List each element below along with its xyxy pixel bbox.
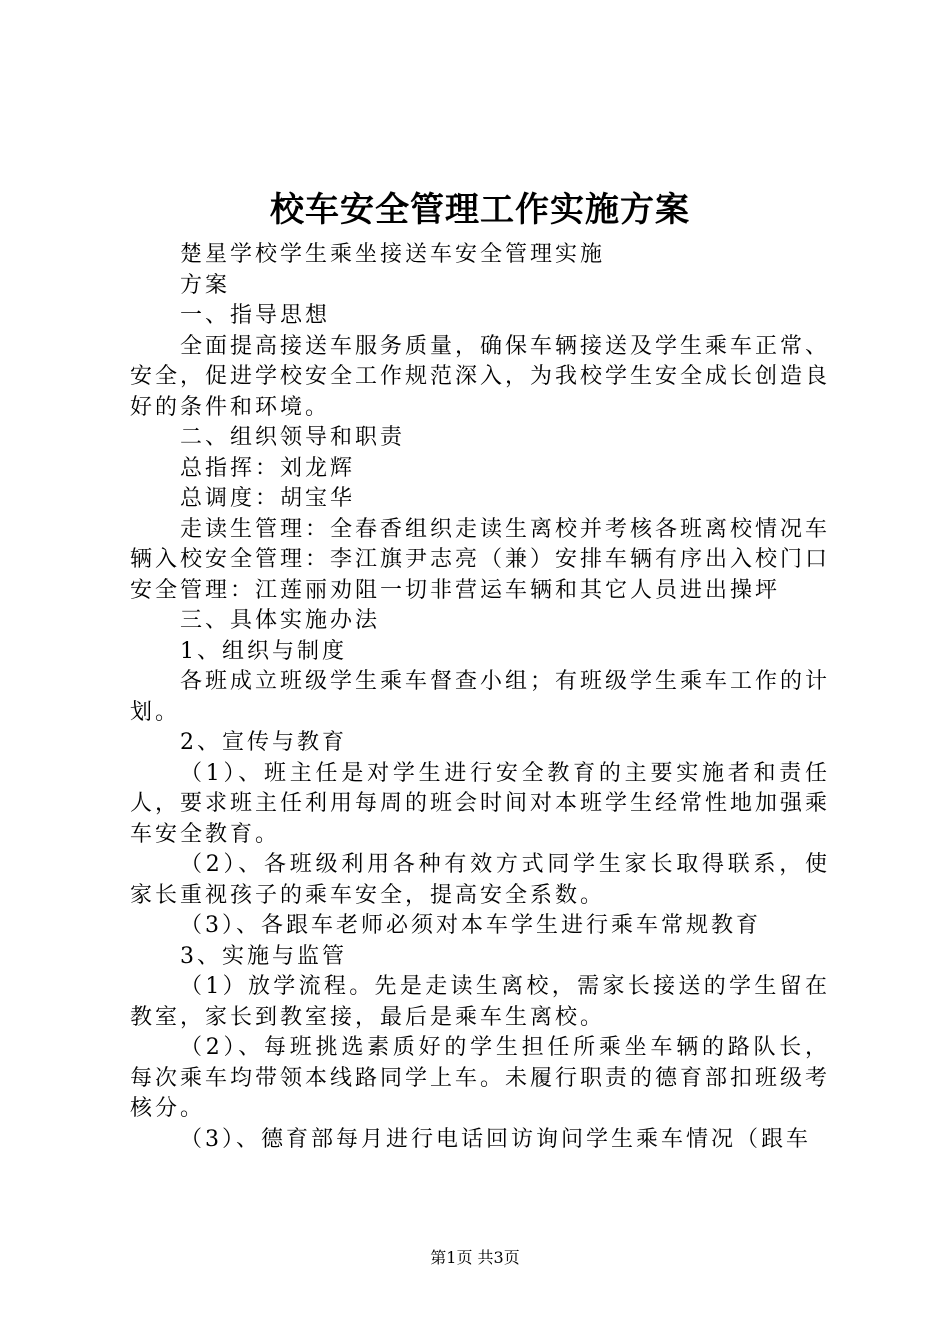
paragraph: （3）、各跟车老师必须对本车学生进行乘车常规教育 xyxy=(180,913,761,938)
paragraph: 走读生管理：全春香组织走读生离校并考核各班离校情况车辆入校安全管理：李江旗尹志亮（兼）安排车辆有序出入校门口安全管理：江莲丽劝阻一切非营运车辆和其它人员进出操坪 xyxy=(130,516,831,603)
document-page xyxy=(130,180,830,1155)
document-body xyxy=(130,240,830,1155)
sub-heading: 1、组织与制度 xyxy=(180,638,347,664)
paragraph: （2）、各班级利用各种有效方式同学生家长取得联系，使家长重视孩子的乘车安全，提高安全系数。 xyxy=(130,852,830,908)
paragraph: （2）、每班挑选素质好的学生担任所乘坐车辆的路队长，每次乘车均带领本线路同学上车。未履行职责的德育部扣班级考核分。 xyxy=(130,1035,831,1121)
paragraph: （1）、班主任是对学生进行安全教育的主要实施者和责任人，要求班主任利用每周的班会时间对本班学生经常性地加强乘车安全教育。 xyxy=(130,760,831,847)
section-heading-3: 三、具体实施办法 xyxy=(180,608,381,633)
paragraph: 总调度：胡宝华 xyxy=(180,486,356,511)
sub-heading: 2、宣传与教育 xyxy=(180,730,347,755)
paragraph: 各班成立班级学生乘车督查小组；有班级学生乘车工作的计划。 xyxy=(130,669,831,725)
section-heading-2: 二、组织领导和职责 xyxy=(180,425,406,450)
document-title: 校车安全管理工作实施方案 xyxy=(270,190,690,230)
paragraph-subtitle-1: 楚星学校学生乘坐接送车安全管理实施 xyxy=(180,242,606,267)
page-footer: 第1页 共3页 xyxy=(430,1248,520,1267)
section-heading-1: 一、指导思想 xyxy=(180,303,331,328)
paragraph: （1）放学流程。先是走读生离校，需家长接送的学生留在教室，家长到教室接，最后是乘车生离校。 xyxy=(130,974,830,1030)
paragraph-subtitle-2: 方案 xyxy=(180,272,231,298)
paragraph: 总指挥：刘龙辉 xyxy=(180,455,356,481)
sub-heading: 3、实施与监管 xyxy=(180,943,347,969)
paragraph: 全面提高接送车服务质量，确保车辆接送及学生乘车正常、安全，促进学校安全工作规范深入，为我校学生安全成长创造良好的条件和环境。 xyxy=(130,333,831,420)
paragraph: （3）、德育部每月进行电话回访询问学生乘车情况（跟车 xyxy=(180,1126,811,1152)
